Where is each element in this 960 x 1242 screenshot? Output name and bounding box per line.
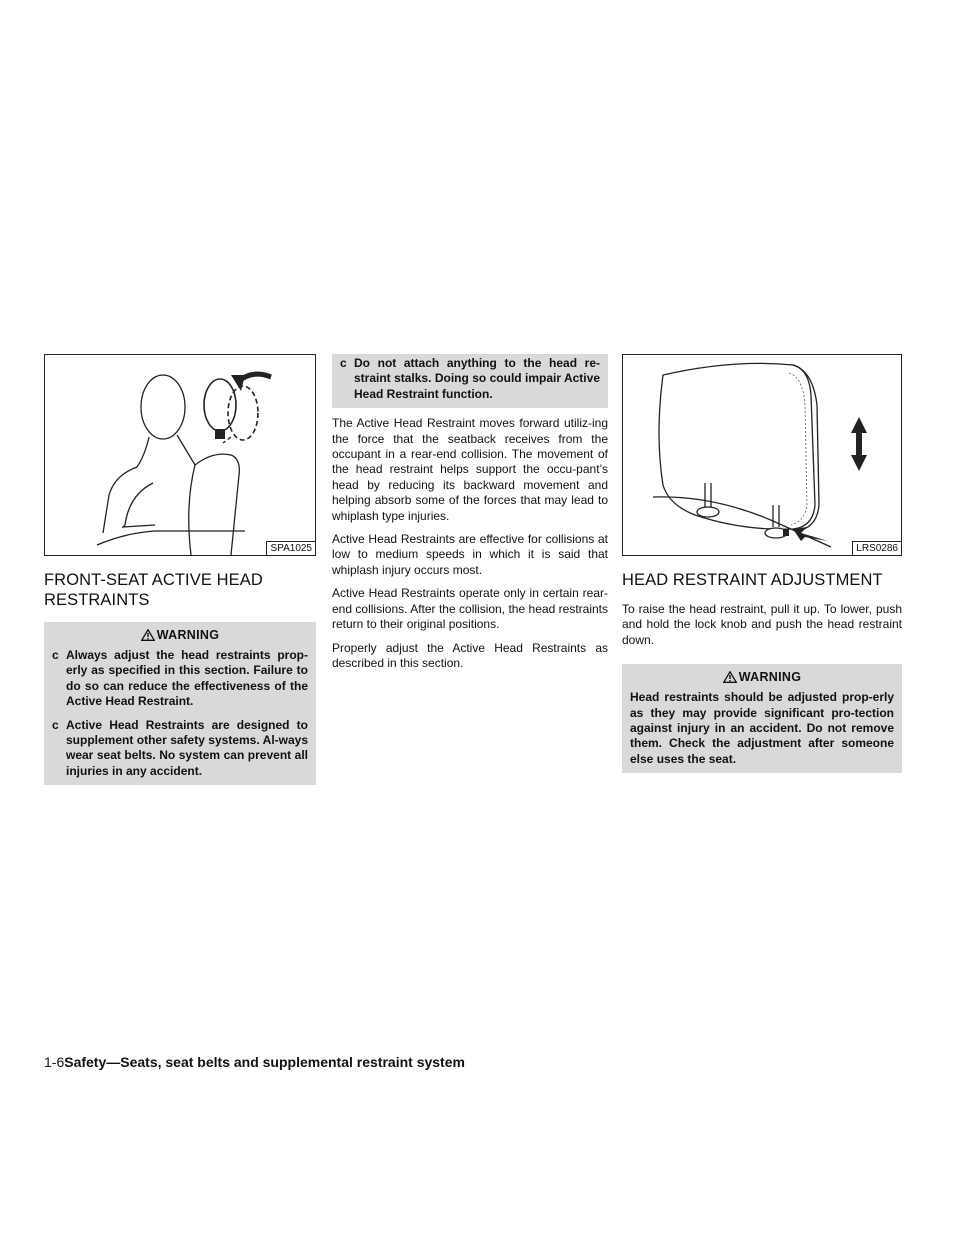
bullet-mark: c — [52, 648, 59, 662]
column-left — [44, 354, 316, 785]
warning-header — [52, 626, 308, 648]
warning-box-continued — [332, 354, 608, 408]
warning-title: WARNING — [738, 670, 802, 685]
bullet-mark: c — [340, 356, 347, 370]
section-heading-active-head-restraints: FRONT-SEAT ACTIVE HEAD RESTRAINTS — [44, 571, 263, 609]
column-middle — [332, 354, 608, 679]
head-restraint-adjustment-illustration — [623, 355, 901, 555]
figure-id-label: SPA1025 — [266, 541, 315, 555]
column-right — [622, 354, 902, 773]
warning-box-active-restraints — [44, 622, 316, 785]
body-paragraph: Active Head Restraints operate only in certain rear-end collisions. After the collision, the head restraints return to their original positions. — [332, 586, 608, 632]
warning-title: WARNING — [156, 628, 220, 642]
warning-header — [630, 668, 894, 690]
bullet-mark: c — [52, 717, 59, 732]
warning-list — [340, 356, 600, 402]
figure-active-head-restraint — [44, 354, 316, 556]
warning-item: c Always adjust the head restraints prop-erly as specified in this section. Failure to do so can reduce the effectiveness of the Active Head Restraint. — [52, 648, 308, 709]
warning-list — [52, 648, 308, 779]
body-paragraph: The Active Head Restraint moves forward utiliz-ing the force that the seatback receives from the occupant in a rear-end collision. The movement of the head restraint helps support the occu-pant’s head by reducing its backward movement and helping absorb some of the forces that may lead to whiplash type injuries. — [332, 416, 608, 523]
warning-triangle-icon — [141, 629, 155, 641]
body-paragraph: Active Head Restraints are effective for collisions at low to medium speeds in which it is said that whiplash injury occurs most. — [332, 532, 608, 577]
body-paragraph: To raise the head restraint, pull it up. To lower, push and hold the lock knob and push the head restraint down. — [622, 602, 902, 647]
body-paragraph: Properly adjust the Active Head Restraints as described in this section. — [332, 640, 608, 670]
warning-item: c Do not attach anything to the head re-straint stalks. Doing so could impair Active Head Restraint function. — [340, 356, 600, 401]
warning-box-adjustment — [622, 664, 902, 773]
warning-triangle-icon — [723, 671, 737, 683]
figure-head-restraint-adjustment — [622, 354, 902, 556]
section-heading-head-restraint-adjustment: HEAD RESTRAINT ADJUSTMENT — [622, 571, 883, 589]
page-footer — [44, 1054, 465, 1070]
figure-id-label: LRS0286 — [852, 541, 901, 555]
warning-text: Head restraints should be adjusted prop-erly as they may provide significant pro-tection against injury in an accident. Do not remove them. Check the adjustment after someone else uses the seat. — [630, 690, 894, 766]
warning-item: c Active Head Restraints are designed to supplement other safety systems. Al-ways wear seat belts. No system can prevent all injuries in any accident. — [52, 717, 308, 778]
head-restraint-motion-illustration — [45, 355, 315, 555]
section-title: Safety—Seats, seat belts and supplemental restraint system — [64, 1054, 465, 1070]
page-number: 1-6 — [44, 1054, 65, 1070]
